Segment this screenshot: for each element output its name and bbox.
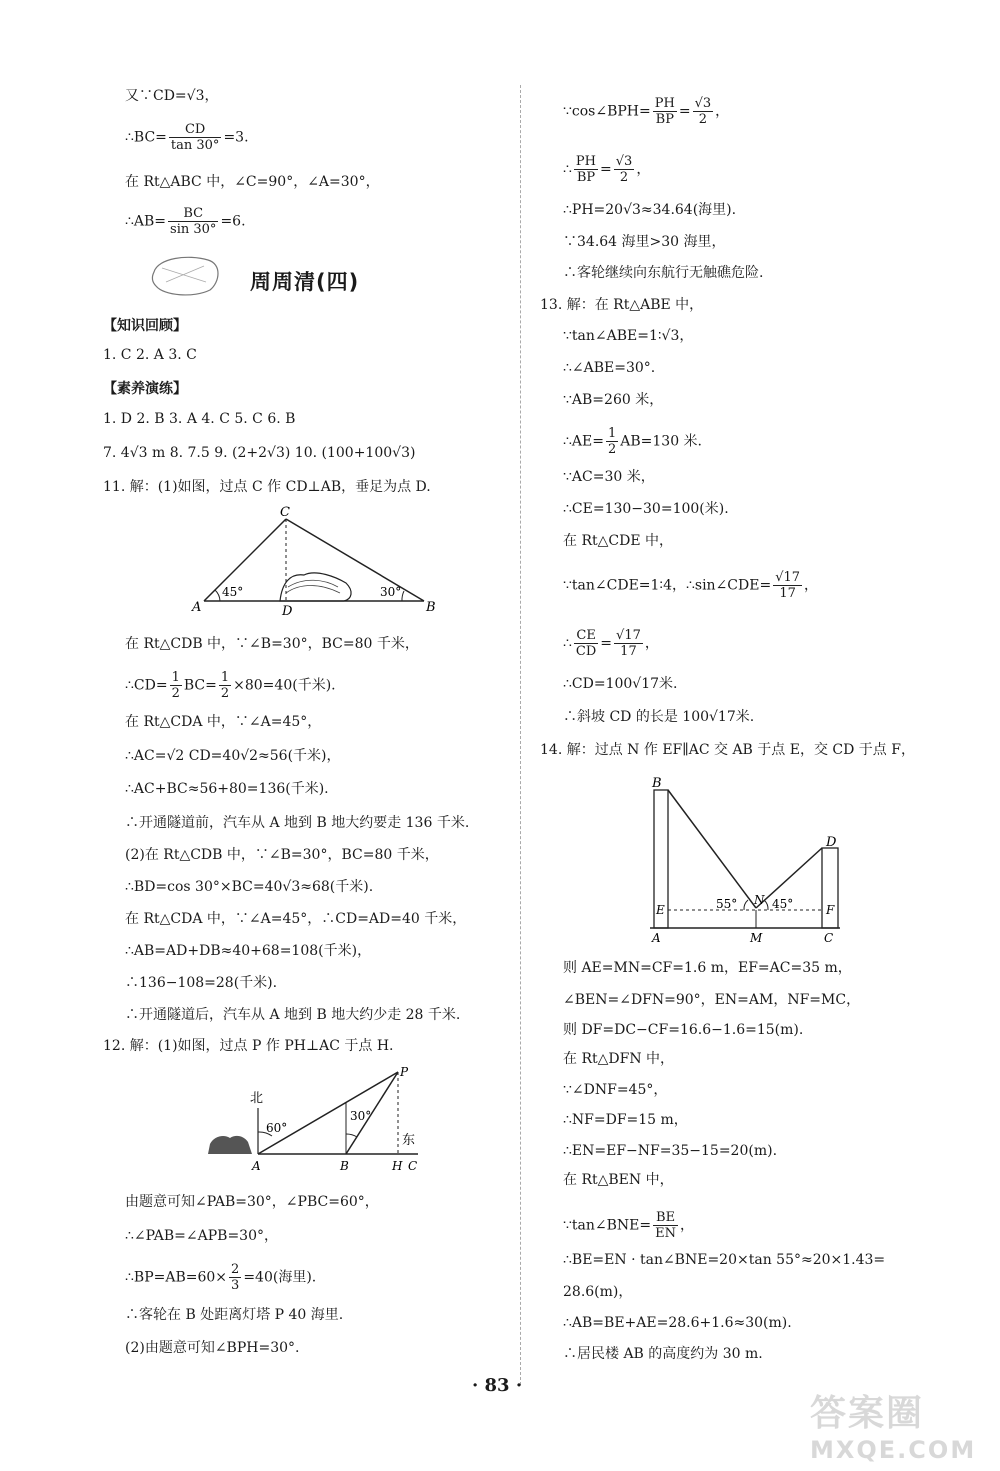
text-line: (2)在 Rt△CDB 中，∵∠B=30°，BC=80 千米， — [125, 847, 439, 863]
equation-line: ∴BC= $\frac{CD}{\tan 30^\circ}$ =3. — [125, 122, 249, 153]
answers-review: 1. C 2. A 3. C — [103, 347, 197, 363]
equation-line: ∴ $\frac{CE}{CD}$ = $\frac{√17}{17}$ ， — [563, 628, 659, 659]
text-line: 则 AE=MN=CF=1.6 m，EF=AC=35 m， — [563, 960, 852, 976]
label-N: N — [754, 893, 765, 907]
text-line: ∵AB=260 米， — [563, 392, 664, 408]
heading-review: 【知识回顾】 — [103, 318, 187, 334]
text-line: 在 Rt△ABC 中，∠C=90°，∠A=30°， — [125, 174, 380, 190]
equation-line: ∴CD= $\frac{1}{2}$ BC= $\frac{1}{2}$ ×80=40(千米). — [125, 670, 336, 701]
text-line: ∴居民楼 AB 的高度约为 30 m. — [563, 1346, 763, 1362]
text-line: ∴AC+BC≈56+80=136(千米). — [125, 781, 329, 797]
text-line: ∵∠DNF=45°， — [563, 1082, 668, 1098]
angle-55: 55° — [716, 897, 738, 911]
equation-line: ∵cos∠BPH= $\frac{PH}{BP}$ = $\frac{√3}{2}$ ， — [563, 96, 730, 127]
fraction: $\frac{PH}{BP}$ — [654, 96, 675, 127]
equation-line: ∴AE= $\frac{1}{2}$ AB=130 米. — [563, 426, 703, 457]
text-line: ∴∠ABE=30°. — [563, 360, 656, 376]
label-C: C — [408, 1159, 418, 1173]
figure-14 — [644, 776, 849, 946]
fraction: $\frac{BE}{EN}$ — [655, 1210, 676, 1241]
heading-practice: 【素养演练】 — [103, 381, 187, 397]
label-M: M — [750, 931, 763, 945]
fraction: $\frac{√3}{2}$ — [694, 96, 712, 127]
equation-line: ∴AB= $\frac{BC}{\sin 30^\circ}$ =6. — [125, 206, 246, 237]
text-line: ∴AB=BE+AE=28.6+1.6≈30(m). — [563, 1315, 792, 1331]
question-13: 13. 解：在 Rt△ABE 中， — [540, 297, 704, 313]
question-12: 12. 解：(1)如图，过点 P 作 PH⊥AC 于点 H. — [103, 1038, 394, 1054]
column-divider — [520, 85, 521, 1385]
text-line: ∴客轮继续向东航行无触礁危险. — [563, 265, 764, 281]
text-line: ∴AB=AD+DB≈40+68=108(千米)， — [125, 943, 372, 959]
text-line: ∴136−108=28(千米). — [125, 975, 278, 991]
page-number: · 83 · — [472, 1375, 523, 1396]
section-badge-icon — [148, 252, 224, 298]
figure-11 — [190, 503, 440, 623]
text-line: ∴开通隧道前，汽车从 A 地到 B 地大约要走 136 千米. — [125, 815, 470, 831]
text-line: ∴NF=DF=15 m， — [563, 1112, 688, 1128]
text-line: ∠BEN=∠DFN=90°，EN=AM，NF=MC， — [563, 992, 861, 1008]
text-line: ∴客轮在 B 处距离灯塔 P 40 海里. — [125, 1307, 344, 1323]
equation-line: ∵tan∠BNE= $\frac{BE}{EN}$ ， — [563, 1210, 694, 1241]
text-line: ∴开通隧道后，汽车从 A 地到 B 地大约少走 28 千米. — [125, 1007, 461, 1023]
text-line: 在 Rt△CDB 中，∵∠B=30°，BC=80 千米， — [125, 636, 419, 652]
angle-B: 30° — [380, 585, 402, 599]
text-line: (2)由题意可知∠BPH=30°. — [125, 1340, 300, 1356]
fraction: $\frac{PH}{BP}$ — [575, 154, 597, 185]
label-B: B — [652, 776, 662, 791]
label-north: 北 — [250, 1091, 264, 1106]
fraction: $\frac{1}{2}$ — [171, 670, 180, 701]
text-line: ∴EN=EF−NF=35−15=20(m). — [563, 1143, 778, 1159]
label-P: P — [400, 1065, 409, 1079]
text-line: ∴PH=20√3≈34.64(海里). — [563, 202, 737, 218]
fraction: $\frac{1}{2}$ — [607, 426, 617, 457]
label-C: C — [824, 931, 834, 945]
text-line: ∴CD=100√17米. — [563, 676, 678, 692]
fraction: $\frac{CD}{\tan 30^\circ}$ — [170, 122, 220, 153]
label-east: 东 — [402, 1133, 416, 1148]
fraction: $\frac{√17}{17}$ — [775, 570, 801, 601]
text-line: 28.6(m)， — [563, 1284, 633, 1300]
text-line: ∴CE=130−30=100(米). — [563, 501, 729, 517]
label-E: E — [656, 903, 665, 917]
answers-choice: 1. D 2. B 3. A 4. C 5. C 6. B — [103, 411, 296, 427]
question-11: 11. 解：(1)如图，过点 C 作 CD⊥AB，垂足为点 D. — [103, 479, 431, 495]
fraction: $\frac{√3}{2}$ — [615, 154, 633, 185]
label-C: C — [280, 505, 290, 520]
fraction: $\frac{√17}{17}$ — [616, 628, 641, 659]
text-line: ∴∠PAB=∠APB=30°， — [125, 1228, 278, 1244]
text-line: 又∵CD=√3， — [125, 88, 219, 104]
text-line: ∴BE=EN · tan∠BNE=20×tan 55°≈20×1.43= — [563, 1252, 886, 1268]
figure-12 — [200, 1062, 440, 1182]
angle-45: 45° — [772, 897, 794, 911]
fraction: $\frac{1}{2}$ — [220, 670, 230, 701]
answers-fill: 7. 4√3 m 8. 7.5 9. (2+2√3) 10. (100+100√3) — [103, 445, 416, 461]
label-D: D — [826, 835, 837, 850]
label-D: D — [282, 604, 293, 619]
lighthouse-icon — [208, 1136, 252, 1154]
label-H: H — [392, 1159, 403, 1173]
equation-line: ∴ $\frac{PH}{BP}$ = $\frac{√3}{2}$ ， — [563, 154, 651, 185]
text-line: ∵AC=30 米， — [563, 469, 655, 485]
label-A: A — [192, 600, 202, 615]
text-line: 在 Rt△BEN 中， — [563, 1172, 674, 1188]
text-line: 在 Rt△DFN 中， — [563, 1051, 675, 1067]
text-line: ∴BD=cos 30°×BC=40√3≈68(千米). — [125, 879, 374, 895]
label-B: B — [426, 600, 436, 615]
angle-30: 30° — [350, 1109, 372, 1123]
watermark: 答案圈 MXQE.COM — [810, 1393, 977, 1464]
label-F: F — [826, 903, 835, 917]
text-line: 在 Rt△CDE 中， — [563, 533, 673, 549]
angle-A: 45° — [222, 585, 244, 599]
angle-60: 60° — [266, 1121, 288, 1135]
fraction: $\frac{2}{3}$ — [231, 1262, 240, 1293]
text-line: 在 Rt△CDA 中，∵∠A=45°，∴CD=AD=40 千米， — [125, 911, 467, 927]
section-title: 周周清(四) — [250, 270, 360, 294]
text-line: ∴AC=√2 CD=40√2≈56(千米)， — [125, 748, 341, 764]
text-line: ∵34.64 海里>30 海里， — [563, 234, 726, 250]
equation-line: ∴BP=AB=60× $\frac{2}{3}$ =40(海里). — [125, 1262, 317, 1293]
text-line: ∵tan∠ABE=1∶√3， — [563, 328, 694, 344]
question-14: 14. 解：过点 N 作 EF∥AC 交 AB 于点 E，交 CD 于点 F， — [540, 742, 915, 758]
equation-line: ∵tan∠CDE=1∶4，∴sin∠CDE= $\frac{√17}{17}$ ， — [563, 570, 819, 601]
fraction: $\frac{CE}{CD}$ — [575, 628, 597, 659]
text-line: 则 DF=DC−CF=16.6−1.6=15(m). — [563, 1022, 804, 1038]
text-line: 在 Rt△CDA 中，∵∠A=45°， — [125, 714, 322, 730]
label-A: A — [252, 1159, 261, 1173]
text-line: 由题意可知∠PAB=30°，∠PBC=60°， — [125, 1194, 379, 1210]
label-A: A — [652, 931, 661, 945]
label-B: B — [340, 1159, 349, 1173]
fraction: $\frac{BC}{\sin 30^\circ}$ — [170, 206, 217, 237]
text-line: ∴斜坡 CD 的长是 100√17米. — [563, 709, 755, 725]
